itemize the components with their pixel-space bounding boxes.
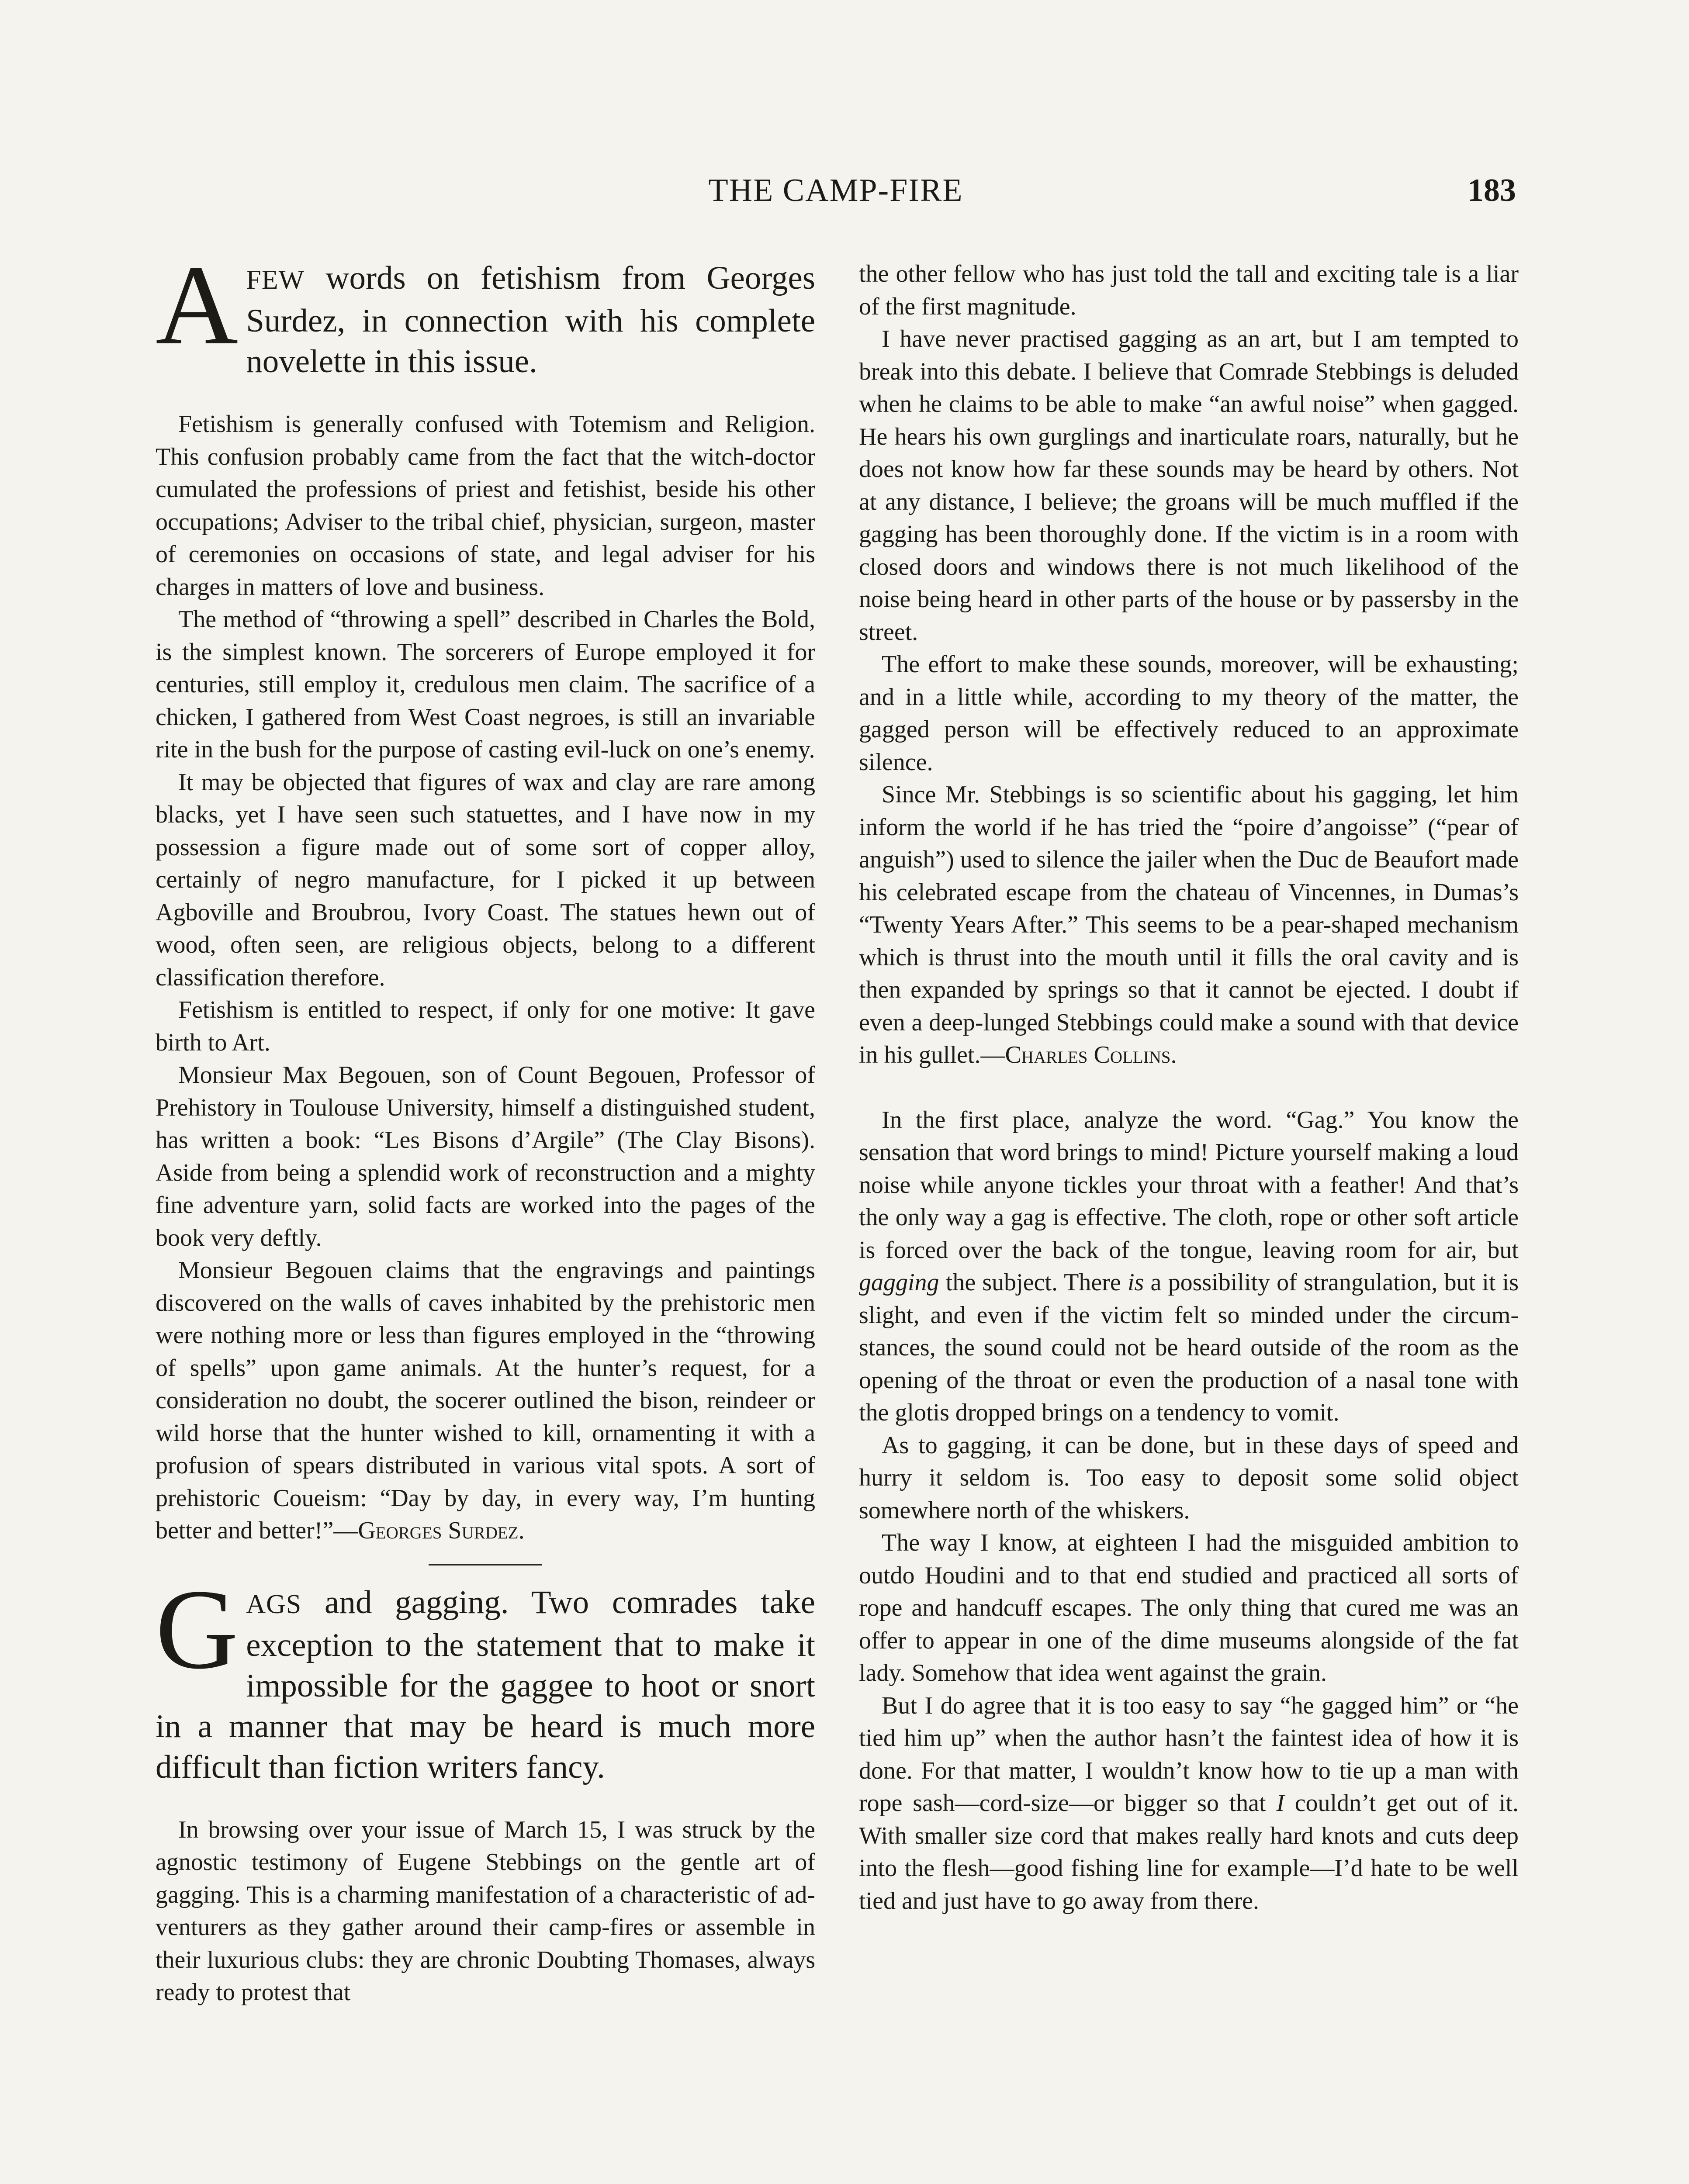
section-lead-fetishism (156, 242, 815, 382)
paragraph (859, 1104, 1519, 1429)
drop-cap: A (156, 242, 239, 368)
paragraph: the other fellow who has just told the tall and exciting tale is a liar of the first magnitude. (859, 260, 1519, 320)
lead-caps: AGS (246, 1589, 302, 1619)
paragraph-text: couldn’t get out of it. With smaller size cord that makes really hard knots and cuts deep into the flesh—good fishing line for example—I’d hate to be well tied and just have to go away from there. (859, 1790, 1519, 1914)
page-header (156, 169, 1516, 222)
paragraph-text: But I do agree that it is too easy to say “he gagged him” or “he tied him up” when the author hasn’t the faintest idea of how it is done. For that matter, I wouldn’t know how to tie up a man with rope sash—cord-size—or bigger so that (859, 1692, 1519, 1817)
paragraph (859, 1690, 1519, 1918)
lead-text: words on fetishism from Georges Surdez, in connection with his complete novelette in this issue. (246, 260, 815, 380)
paragraph-text: Since Mr. Stebbings is so scientific about his gagging, let him inform the world if he has tried the “poire d’angoisse” (“pear of anguish”) used to silence the jailer when the Duc de Beaufort made his celebrated escape from the chateau of Vincennes, in Dumas’s “Twenty Years After.” This seems to be a pear-shaped mechanism which is thrust into the mouth until it fills the oral cavity and is then expanded by springs so that it cannot be ejected. I doubt if even a deep-lunged Stebbings could make a sound with that device in his gullet.— (859, 781, 1519, 1068)
paragraph: It may be objected that figures of wax and clay are rare among blacks, yet I have seen such statuettes, and I have now in my possession a figure made out of some sort of copper alloy, certainly of negro manufacture, for I picked it up between Agboville and Broubrou, Ivory Coast. The statues hewn out of wood, often seen, are religious objects, belong to a different classification therefore. (156, 768, 815, 991)
emphasis: I (1276, 1790, 1284, 1817)
paragraph: In browsing over your issue of March 15, I was struck by the agnostic testimony of Eugene Stebbings on the gentle art of gagging. This is a charming manifestation of a characteristic of adventurers as they gather around their camp-fires or assemble in their luxurious clubs: they are chronic Doubting Thomases, always ready to protest that (156, 1816, 815, 2006)
author-signature: Charles Collins. (1005, 1041, 1177, 1068)
paragraph-text: a possibility of strangulation, but it is slight, and even if the victim felt so minded under the circumstances, the sound could not be heard outside of the room as the opening of the throat or even the production of a nasal tone with the glotis dropped brings on a tendency to vomit. (859, 1269, 1519, 1426)
section-lead-gags (156, 1565, 815, 1787)
section-divider (429, 1564, 542, 1565)
lead-text: and gagging. Two comrades take exception to the statement that to make it impossible for the gaggee to hoot or snort in a manner that may be heard is much more difficult than fiction writers fancy. (156, 1584, 815, 1785)
paragraph-text: In the first place, analyze the word. “Gag.” You know the sensation that word brings to mind! Picture yourself making a loud noise while anyone tickles your throat with a feather! And that’s the only way a gag is effective. The cloth, rope or other soft article is forced over the back of the tongue, leaving room for air, but (859, 1106, 1519, 1264)
emphasis: gagging (859, 1269, 939, 1296)
drop-cap: G (156, 1565, 239, 1693)
paragraph (156, 1254, 815, 1547)
page-number: 183 (1467, 173, 1516, 208)
right-column (859, 258, 1519, 1917)
paragraph: Monsieur Max Begouen, son of Count Begouen, Professor of Prehistory in Toulouse University, himself a distinguished student, has written a book: “Les Bisons d’Argile” (The Clay Bisons). Aside from being a splendid work of reconstruction and a mighty fine adventure yarn, solid facts are worked into the pages of the book very deftly. (156, 1061, 815, 1251)
paragraph-text: the subject. There (939, 1269, 1128, 1296)
paragraph: The way I know, at eighteen I had the misguided ambition to outdo Houdini and to that end studied and practiced all sorts of rope and handcuff escapes. The only thing that cured me was an offer to appear in one of the dime museums alongside of the fat lady. Somehow that idea went against the grain. (859, 1529, 1519, 1686)
paragraph: As to gagging, it can be done, but in these days of speed and hurry it seldom is. Too easy to deposit some solid object somewhere north of the whiskers. (859, 1431, 1519, 1524)
paragraph (859, 778, 1519, 1071)
paragraph-text: Monsieur Begouen claims that the engravings and paintings discovered on the walls of caves inhabited by the prehistoric men were nothing more or less than figures employed in the “throwing of spells” upon game animals. At the hunter’s request, for a consideration no doubt, the socerer outlined the bison, reindeer or wild horse that the hunter wished to kill, ornamenting it with a profusion of spears distributed in various vital spots. A sort of prehistoric Coueism: “Day by day, in every way, I’m hunting better and better!”— (156, 1257, 815, 1544)
emphasis: is (1127, 1269, 1144, 1296)
lead-caps: FEW (246, 265, 305, 295)
paragraph: I have never practised gagging as an art, but I am tempted to break into this debate. I believe that Comrade Stebbings is deluded when he claims to be able to make “an awful noise” when gagged. He hears his own gurglings and inarticulate roars, naturally, but he does not know how far these sounds may be heard by others. Not at any distance, I believe; the groans will be much muffled if the gagging has been thoroughly done. If the victim is in a room with closed doors and windows there is not much likelihood of the noise being heard in other parts of the house or by passersby in the street. (859, 325, 1519, 646)
left-column (156, 242, 815, 2009)
letter-break (859, 1071, 1519, 1104)
paragraph: The effort to make these sounds, moreover, will be exhausting; and in a little while, according to my theory of the matter, the gagged person will be effectively reduced to an approximate silence. (859, 651, 1519, 776)
running-title: THE CAMP-FIRE (708, 173, 963, 208)
author-signature: Georges Surdez. (358, 1517, 525, 1544)
paragraph: Fetishism is generally confused with Totemism and Religion. This confusion probably came from the fact that the witch-doctor cumulated the professions of priest and fetishist, beside his other occupations; Adviser to the tribal chief, physician, surgeon, master of ceremonies on occasions of state, and legal adviser for his charges in matters of love and business. (156, 411, 815, 601)
paragraph: The method of “throwing a spell” described in Charles the Bold, is the simplest known. The sorcerers of Europe employed it for centuries, still employ it, credulous men claim. The sacrifice of a chicken, I gathered from West Coast negroes, is still an invariable rite in the bush for the purpose of casting evil-luck on one’s enemy. (156, 606, 815, 763)
paragraph: Fetishism is entitled to respect, if only for one motive: It gave birth to Art. (156, 996, 815, 1056)
